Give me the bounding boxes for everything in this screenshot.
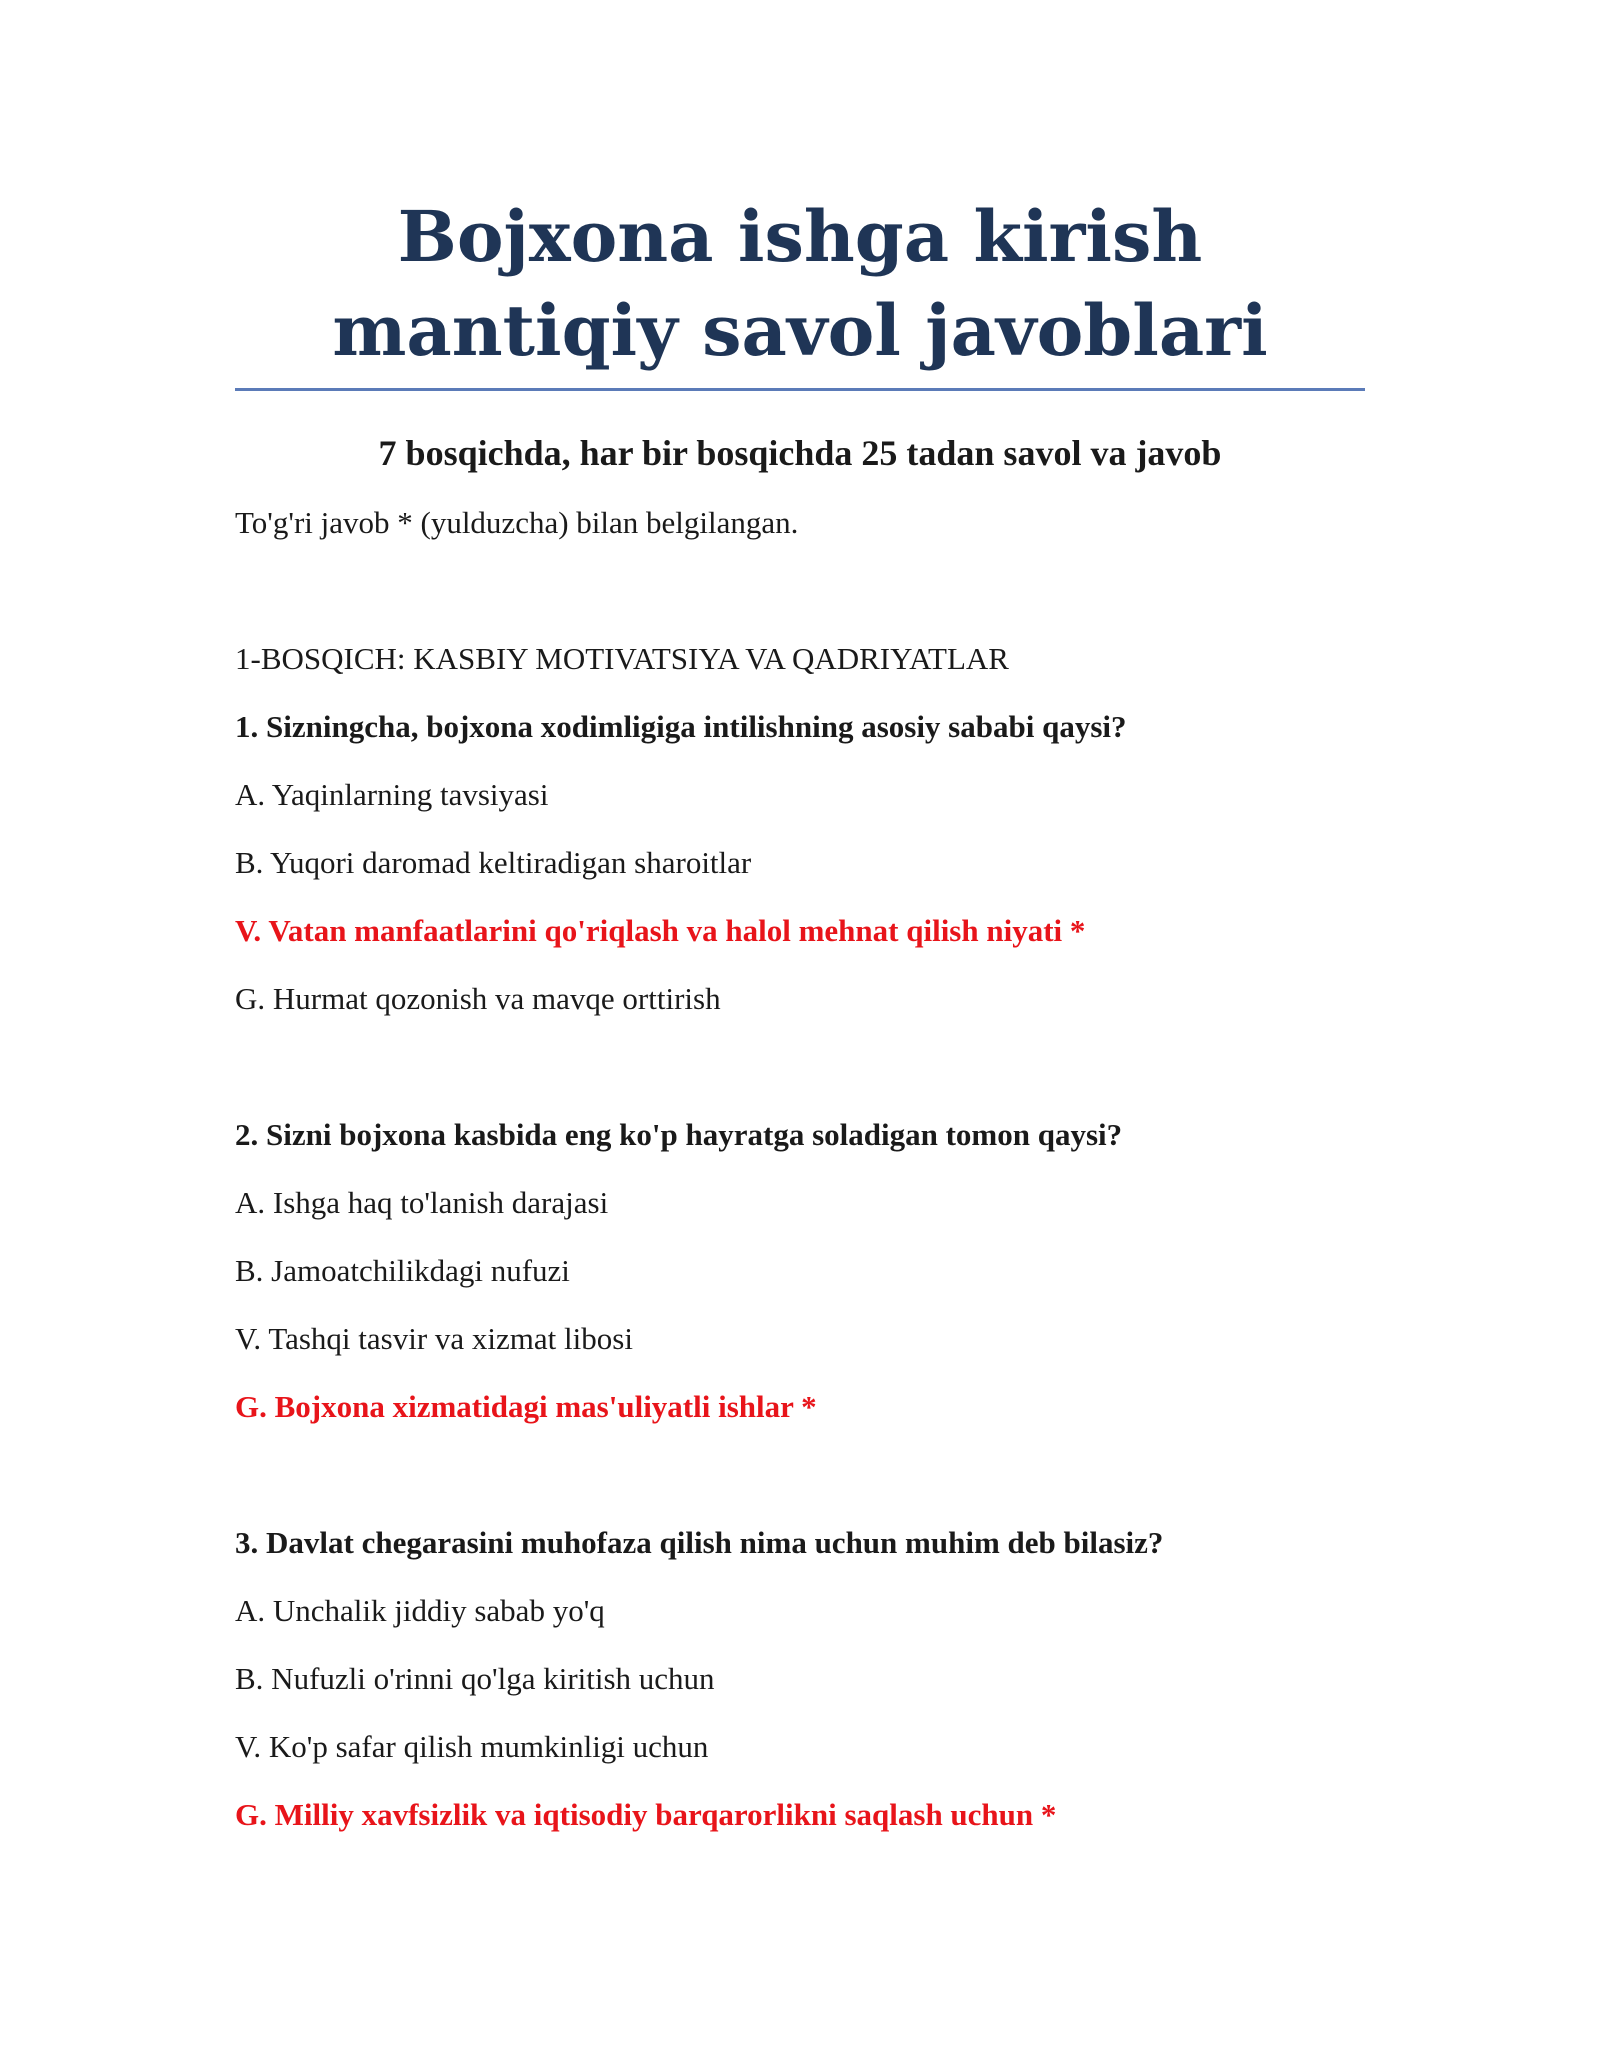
answer-option-a: A. Ishga haq to'lanish darajasi: [235, 1185, 609, 1220]
answer-option-g-correct: G. Bojxona xizmatidagi mas'uliyatli ishlar *: [235, 1389, 817, 1424]
question-block-3: [235, 1525, 1365, 1833]
question-block-2: [235, 1117, 1365, 1425]
question-text: 3. Davlat chegarasini muhofaza qilish nima uchun muhim deb bilasiz?: [235, 1525, 1164, 1560]
question-text: 1. Sizningcha, bojxona xodimligiga intilishning asosiy sababi qaysi?: [235, 709, 1127, 744]
document-page: [235, 190, 1365, 1833]
answer-option-b: B. Jamoatchilikdagi nufuzi: [235, 1253, 570, 1288]
answer-option-a: A. Unchalik jiddiy sabab yo'q: [235, 1593, 605, 1628]
answer-option-g: G. Hurmat qozonish va mavqe orttirish: [235, 981, 721, 1016]
answer-option-g-correct: G. Milliy xavfsizlik va iqtisodiy barqarorlikni saqlash uchun *: [235, 1797, 1057, 1832]
answer-option-v: V. Ko'p safar qilish mumkinligi uchun: [235, 1729, 709, 1764]
answer-option-b: B. Nufuzli o'rinni qo'lga kiritish uchun: [235, 1661, 715, 1696]
question-block-1: [235, 709, 1365, 1017]
answer-option-v: V. Tashqi tasvir va xizmat libosi: [235, 1321, 633, 1356]
answer-key-note: To'g'ri javob * (yulduzcha) bilan belgilangan.: [235, 505, 799, 540]
answer-option-a: A. Yaqinlarning tavsiyasi: [235, 777, 549, 812]
document-title: Bojxona ishga kirish mantiqiy savol javoblari: [332, 195, 1268, 372]
title-divider: [235, 388, 1365, 391]
question-text: 2. Sizni bojxona kasbida eng ko'p hayratga soladigan tomon qaysi?: [235, 1117, 1123, 1152]
answer-option-b: B. Yuqori daromad keltiradigan sharoitlar: [235, 845, 752, 880]
document-subtitle: 7 bosqichda, har bir bosqichda 25 tadan savol va javob: [378, 433, 1222, 473]
answer-option-v-correct: V. Vatan manfaatlarini qo'riqlash va halol mehnat qilish niyati *: [235, 913, 1086, 948]
stage-heading: 1-BOSQICH: KASBIY MOTIVATSIYA VA QADRIYATLAR: [235, 641, 1009, 676]
